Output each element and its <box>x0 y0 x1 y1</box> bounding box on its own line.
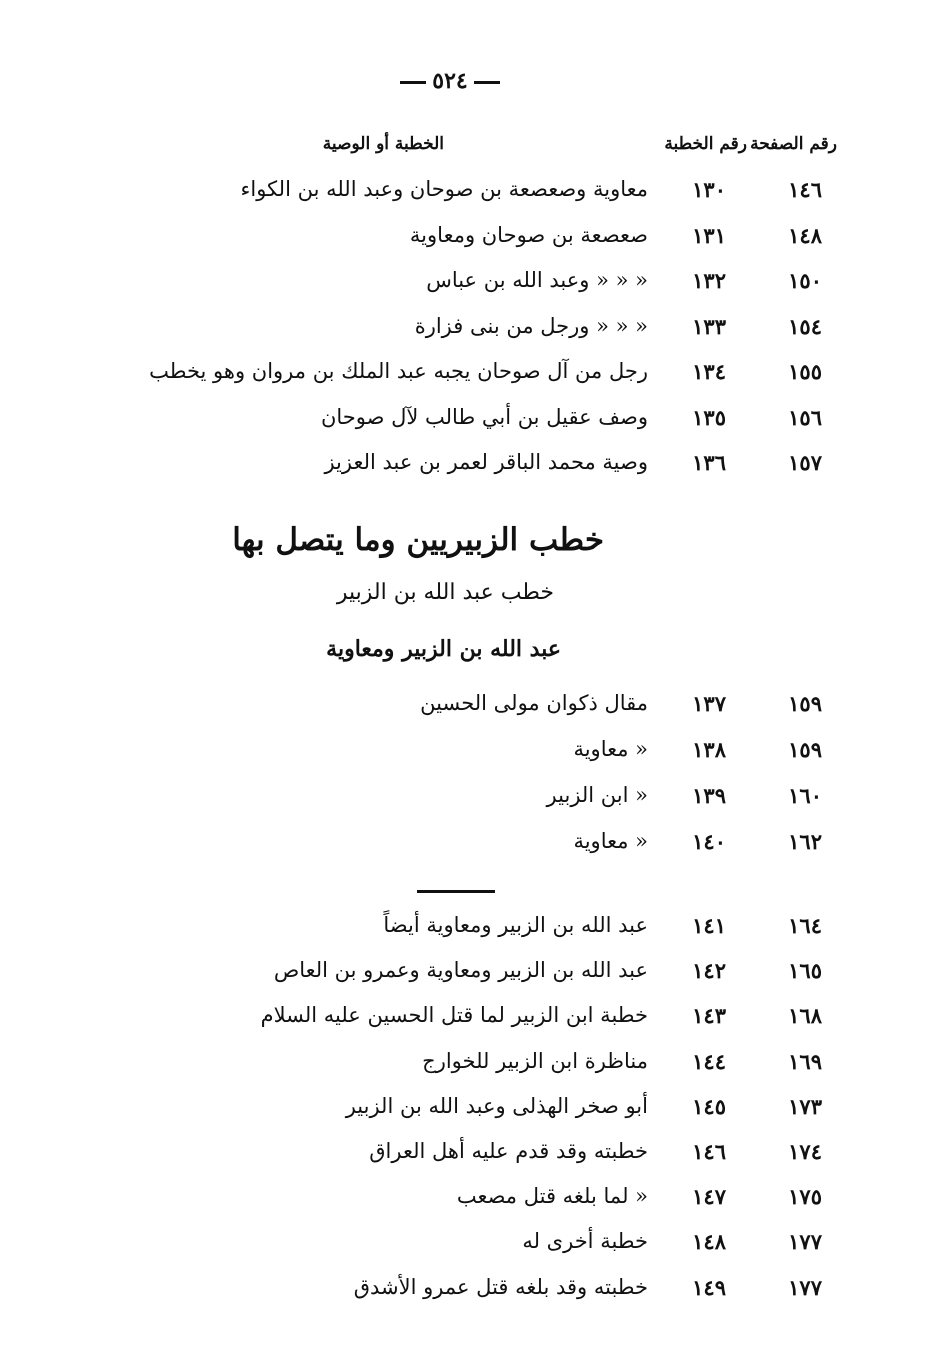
toc-page-number: ١٦٤ <box>788 913 822 938</box>
toc-speech-number: ١٣٦ <box>692 450 726 475</box>
toc-speech-number: ١٣٠ <box>692 177 726 202</box>
toc-row <box>0 737 932 777</box>
toc-page-number: ١٦٢ <box>788 829 822 854</box>
toc-page-number: ١٥٧ <box>788 450 822 475</box>
section-subtitle: خطب عبد الله بن الزبير <box>336 580 554 605</box>
page-number-dash <box>474 81 500 84</box>
toc-page-number: ١٥٩ <box>788 691 822 716</box>
toc-row <box>0 1049 932 1089</box>
toc-speech-title: رجل من آل صوحان يجبه عبد الملك بن مروان وهو يخطب <box>149 359 648 383</box>
toc-page-number: ١٧٣ <box>788 1093 822 1119</box>
toc-row <box>0 314 932 354</box>
toc-page-number: ١٦٩ <box>788 1048 822 1074</box>
toc-page-number: ١٦٠ <box>788 783 822 808</box>
toc-row <box>0 268 932 308</box>
toc-page-number: ١٧٧ <box>788 1274 822 1300</box>
toc-page-number: ١٧٥ <box>788 1184 822 1210</box>
toc-speech-number: ١٤٧ <box>692 1184 726 1210</box>
toc-speech-number: ١٣١ <box>692 222 726 248</box>
toc-speech-title: مقال ذكوان مولى الحسين <box>420 691 648 715</box>
toc-speech-number: ١٣٧ <box>692 691 726 716</box>
toc-speech-title: « « « وعبد الله بن عباس <box>426 268 648 292</box>
toc-speech-title: عبد الله بن الزبير ومعاوية أيضاً <box>383 913 648 937</box>
toc-row <box>0 1139 932 1179</box>
toc-row <box>0 1184 932 1224</box>
toc-row <box>0 913 932 953</box>
toc-speech-number: ١٤٠ <box>692 829 726 854</box>
toc-speech-title: خطبة ابن الزبير لما قتل الحسين عليه السلام <box>260 1003 648 1028</box>
toc-speech-title: خطبته وقد قدم عليه أهل العراق <box>369 1139 648 1163</box>
toc-speech-title: عبد الله بن الزبير ومعاوية وعمرو بن العاص <box>273 958 648 983</box>
toc-speech-number: ١٤٨ <box>692 1229 726 1255</box>
toc-speech-title: « « « ورجل من بنى فزارة <box>414 313 648 338</box>
toc-row <box>0 691 932 731</box>
toc-row <box>0 405 932 445</box>
header-number-label: رقم الخطبة <box>664 134 747 154</box>
toc-speech-number: ١٤٣ <box>692 1003 726 1029</box>
toc-speech-title: « لما بلغه قتل مصعب <box>456 1184 648 1209</box>
toc-speech-number: ١٤٤ <box>692 1048 726 1074</box>
toc-page-number: ١٤٨ <box>788 222 822 248</box>
toc-speech-number: ١٤٩ <box>692 1274 726 1300</box>
toc-speech-title: مناظرة ابن الزبير للخوارج <box>422 1048 648 1073</box>
toc-page-number: ١٤٦ <box>788 177 822 202</box>
toc-page-number: ١٧٧ <box>788 1229 822 1255</box>
toc-speech-number: ١٣٨ <box>692 737 726 762</box>
page-number-dash <box>400 81 426 84</box>
toc-row <box>0 958 932 998</box>
toc-page-number: ١٥٥ <box>788 359 822 384</box>
toc-speech-number: ١٣٥ <box>692 404 726 430</box>
toc-speech-number: ١٣٩ <box>692 783 726 808</box>
toc-row <box>0 1229 932 1269</box>
toc-speech-number: ١٤١ <box>692 913 726 938</box>
toc-speech-title: وصية محمد الباقر لعمر بن عبد العزيز <box>324 450 648 474</box>
toc-page-number: ١٥٦ <box>788 404 822 430</box>
toc-speech-number: ١٣٤ <box>692 359 726 384</box>
toc-speech-number: ١٤٦ <box>692 1139 726 1164</box>
header-page-label: رقم الصفحة <box>750 134 837 154</box>
toc-speech-title: وصف عقيل بن أبي طالب لآل صوحان <box>320 404 648 429</box>
toc-page-number: ١٦٥ <box>788 958 822 984</box>
toc-speech-number: ١٣٣ <box>692 313 726 339</box>
toc-page-number: ١٦٨ <box>788 1003 822 1029</box>
toc-row <box>0 177 932 217</box>
section-subsubtitle: عبد الله بن الزبير ومعاوية <box>326 636 561 662</box>
toc-speech-title: أبو صخر الهذلى وعبد الله بن الزبير <box>345 1093 648 1118</box>
toc-speech-number: ١٤٢ <box>692 958 726 984</box>
toc-speech-number: ١٤٥ <box>692 1093 726 1119</box>
toc-row <box>0 1003 932 1043</box>
toc-speech-title: « ابن الزبير <box>546 783 648 807</box>
toc-row <box>0 1275 932 1315</box>
toc-row <box>0 829 932 869</box>
toc-speech-title: « معاوية <box>573 829 648 853</box>
section-main-title: خطب الزبيريين وما يتصل بها <box>232 522 604 558</box>
toc-speech-title: صعصعة بن صوحان ومعاوية <box>409 222 648 247</box>
toc-speech-number: ١٣٢ <box>692 268 726 293</box>
toc-row <box>0 223 932 263</box>
toc-page-number: ١٥٠ <box>788 268 822 293</box>
page-number-text: ٥٢٤ <box>432 68 468 94</box>
toc-speech-title: خطبة أخرى له <box>522 1229 648 1254</box>
toc-row <box>0 1094 932 1134</box>
toc-row <box>0 359 932 399</box>
toc-row <box>0 450 932 490</box>
page-number <box>0 68 900 94</box>
toc-page-number: ١٥٩ <box>788 737 822 762</box>
toc-page-number: ١٥٤ <box>788 313 822 339</box>
toc-speech-title: خطبته وقد بلغه قتل عمرو الأشدق <box>353 1274 648 1299</box>
section-divider <box>417 890 495 893</box>
header-title-label: الخطبة أو الوصية <box>322 134 444 154</box>
toc-speech-title: معاوية وصعصعة بن صوحان وعبد الله بن الكواء <box>240 177 648 201</box>
toc-speech-title: « معاوية <box>573 737 648 761</box>
toc-page-number: ١٧٤ <box>788 1139 822 1164</box>
toc-row <box>0 783 932 823</box>
